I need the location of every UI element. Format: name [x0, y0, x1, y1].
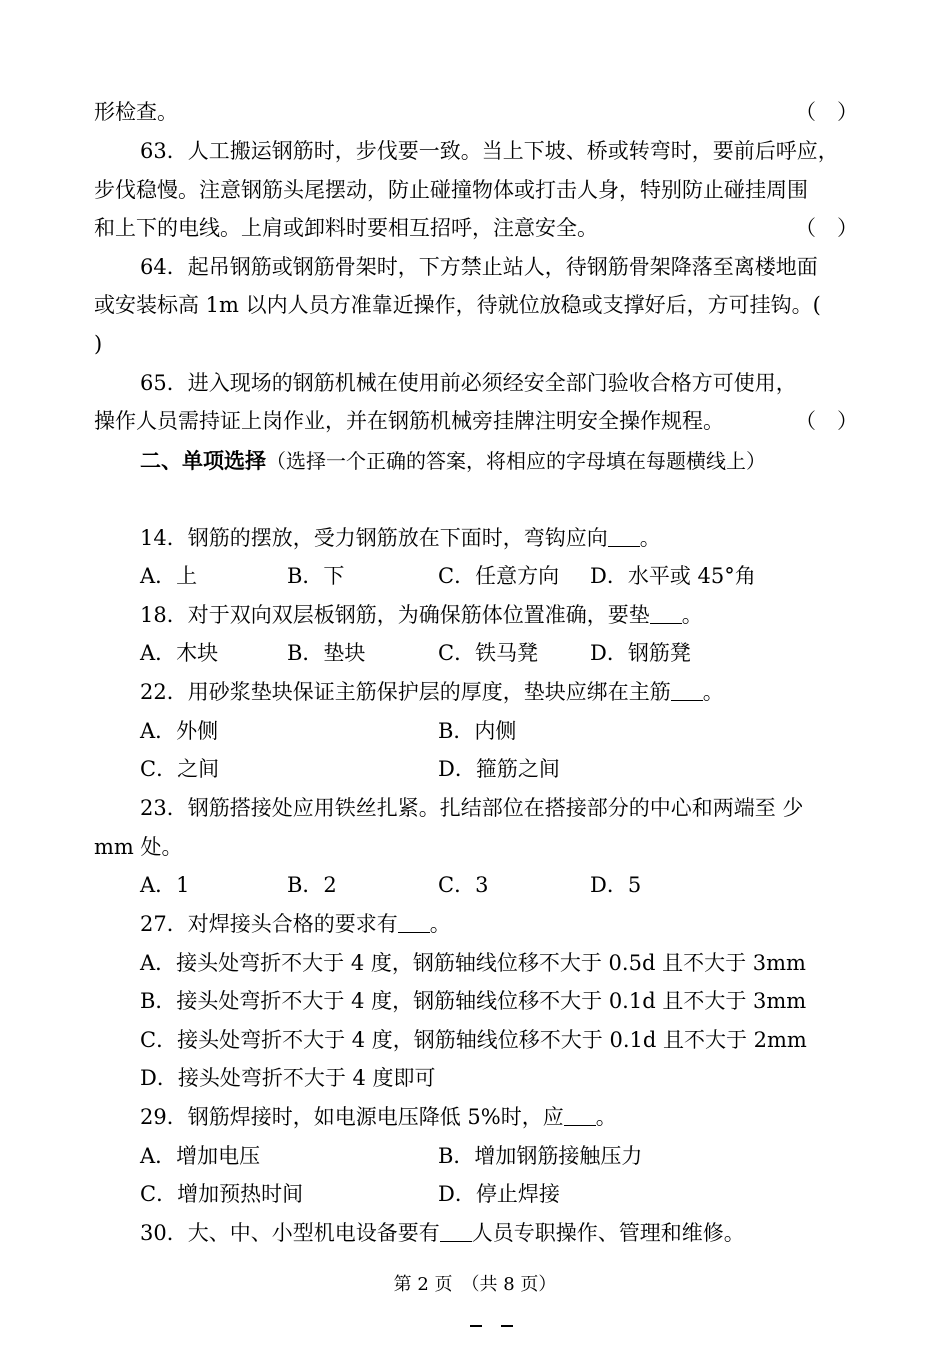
q63-line3: 和上下的电线。上肩或卸料时要相互招呼，注意安全。	[94, 216, 598, 240]
section-note: （选择一个正确的答案，将相应的字母填在每题横线上）	[266, 449, 766, 473]
option-c: C．接头处弯折不大于 4 度，钢筋轴线位移不大于 0.1d 且不大于 2mm	[140, 1028, 807, 1052]
question-22	[140, 677, 724, 707]
footer-dash	[501, 1325, 513, 1327]
option-d: D．钢筋凳	[590, 641, 691, 665]
option-a: A．上	[140, 564, 198, 588]
answer-blank	[564, 1107, 596, 1126]
option-a: A．1	[140, 873, 190, 897]
page-footer: 第 2 页 （共 8 页）	[393, 1274, 557, 1295]
q64-line2: 或安装标高 1m 以内人员方准靠近操作，待就位放稳或支撑好后，方可挂钩。(	[94, 293, 821, 317]
option-d: D．水平或 45°角	[590, 564, 756, 588]
question-end: 。	[702, 680, 724, 704]
question-30	[140, 1218, 745, 1248]
answer-blank	[398, 914, 430, 933]
question-stem: 29．钢筋焊接时，如电源电压降低 5%时，应	[140, 1105, 564, 1129]
question-27	[140, 909, 451, 939]
q65-line2: 操作人员需持证上岗作业，并在钢筋机械旁挂牌注明安全操作规程。	[94, 409, 724, 433]
option-d: D．停止焊接	[438, 1182, 560, 1206]
section-heading	[140, 446, 766, 476]
question-end: 。	[639, 526, 661, 550]
option-b: B．2	[287, 873, 337, 897]
question-stem: 14．钢筋的摆放，受力钢筋放在下面时，弯钩应向	[140, 526, 608, 550]
question-end: 人员专职操作、管理和维修。	[471, 1221, 745, 1245]
option-b: B．内侧	[438, 719, 517, 743]
answer-blank	[650, 605, 682, 624]
option-a: A．接头处弯折不大于 4 度，钢筋轴线位移不大于 0.5d 且不大于 3mm	[140, 951, 806, 975]
q64-line1: 64．起吊钢筋或钢筋骨架时，下方禁止站人，待钢筋骨架降落至离楼地面	[140, 255, 818, 279]
q63-line2: 步伐稳慢。注意钢筋头尾摆动，防止碰撞物体或打击人身，特别防止碰挂周围	[94, 178, 808, 202]
question-end: 。	[681, 603, 703, 627]
option-a: A．木块	[140, 641, 219, 665]
option-d: D．接头处弯折不大于 4 度即可	[140, 1066, 436, 1090]
question-23-line2: mm 处。	[94, 835, 183, 859]
section-title: 二、单项选择	[140, 449, 266, 473]
option-b: B．垫块	[287, 641, 366, 665]
option-b: B．增加钢筋接触压力	[438, 1144, 643, 1168]
option-c: C．3	[438, 873, 489, 897]
q64-line3: )	[94, 332, 103, 356]
option-d: D．箍筋之间	[438, 757, 560, 781]
q63-line1: 63．人工搬运钢筋时，步伐要一致。当上下坡、桥或转弯时，要前后呼应，	[140, 139, 839, 163]
option-a: A．外侧	[140, 719, 219, 743]
question-18	[140, 600, 703, 630]
answer-blank	[440, 1223, 472, 1242]
answer-paren: （ ）	[795, 216, 858, 240]
question-14	[140, 523, 661, 553]
option-c: C．任意方向	[438, 564, 560, 588]
footer-dash	[470, 1325, 482, 1327]
question-stem: 22．用砂浆垫块保证主筋保护层的厚度，垫块应绑在主筋	[140, 680, 671, 704]
option-d: D．5	[590, 873, 642, 897]
q62-tail: 形检查。	[94, 100, 178, 124]
q65-line1: 65．进入现场的钢筋机械在使用前必须经安全部门验收合格方可使用，	[140, 371, 797, 395]
question-23-line1: 23．钢筋搭接处应用铁丝扎紧。扎结部位在搭接部分的中心和两端至 少	[140, 796, 804, 820]
answer-paren: （ ）	[795, 100, 858, 124]
question-29	[140, 1102, 617, 1132]
question-stem: 18．对于双向双层板钢筋，为确保筋体位置准确，要垫	[140, 603, 650, 627]
option-b: B．接头处弯折不大于 4 度，钢筋轴线位移不大于 0.1d 且不大于 3mm	[140, 989, 807, 1013]
option-c: C．之间	[140, 757, 220, 781]
option-b: B．下	[287, 564, 345, 588]
option-c: C．增加预热时间	[140, 1182, 304, 1206]
answer-blank	[608, 528, 640, 547]
question-stem: 27．对焊接头合格的要求有	[140, 912, 398, 936]
option-a: A．增加电压	[140, 1144, 261, 1168]
option-c: C．铁马凳	[438, 641, 539, 665]
question-end: 。	[595, 1105, 617, 1129]
answer-blank	[671, 682, 703, 701]
question-stem: 30．大、中、小型机电设备要有	[140, 1221, 440, 1245]
answer-paren: （ ）	[795, 409, 858, 433]
question-end: 。	[429, 912, 451, 936]
